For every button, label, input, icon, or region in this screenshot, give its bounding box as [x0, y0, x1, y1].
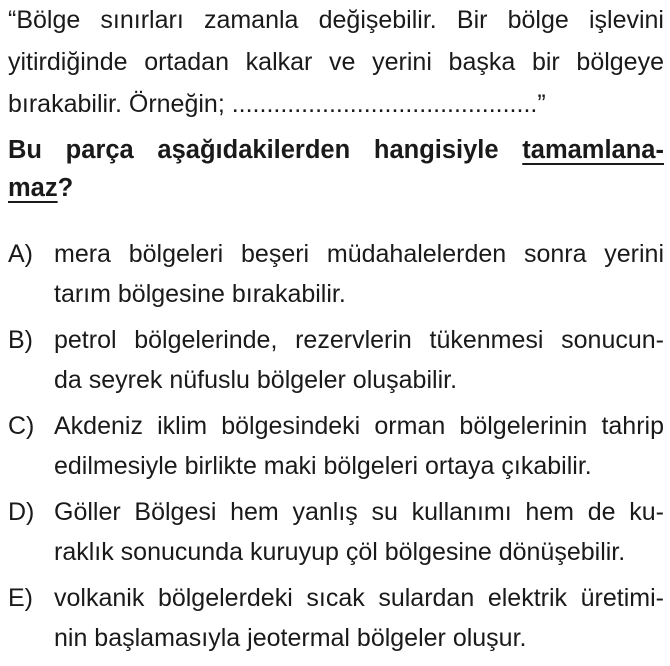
question-prompt-line-2 — [8, 170, 73, 206]
option-text-line-1: Akdeniz iklim bölgesindeki orman bölgelerinin tahrip — [54, 412, 664, 440]
option-text-line-1: petrol bölgelerinde, rezervlerin tükenmesi sonucun- — [54, 326, 664, 354]
question-prompt-text: Bu parça aşağıdakilerden hangisiyle — [8, 136, 523, 164]
option-letter: C) — [8, 412, 35, 440]
option-text-line-2: nin başlamasıyla jeotermal bölgeler oluşur. — [54, 624, 527, 652]
option-letter: B) — [8, 326, 33, 354]
option-text-line-2: edilmesiyle birlikte maki bölgeleri ortaya çıkabilir. — [54, 452, 592, 480]
question-prompt-emphasis: tamamlana- — [522, 136, 664, 164]
question-prompt-line-1 — [8, 132, 664, 168]
question-stem-line-2: yitirdiğinde ortadan kalkar ve yerini başka bir bölgeye — [8, 48, 664, 76]
question-stem-line-3: bırakabilir. Örneğin; ............................................” — [8, 90, 546, 118]
option-letter: D) — [8, 498, 35, 526]
option-text-line-1: mera bölgeleri beşeri müdahalelerden sonra yerini — [54, 240, 664, 268]
option-letter: A) — [8, 240, 33, 268]
option-text-line-1: Göller Bölgesi hem yanlış su kullanımı hem de ku- — [54, 498, 664, 526]
question-stem-line-1: “Bölge sınırları zamanla değişebilir. Bir bölge işlevini — [8, 6, 664, 34]
question-prompt-emphasis-continued: maz — [8, 174, 58, 202]
option-text-line-1: volkanik bölgelerdeki sıcak sulardan elektrik üretimi- — [54, 584, 664, 612]
option-text-line-2: raklık sonucunda kuruyup çöl bölgesine dönüşebilir. — [54, 538, 626, 566]
option-text-line-2: tarım bölgesine bırakabilir. — [54, 280, 346, 308]
question-mark: ? — [57, 174, 74, 202]
option-letter: E) — [8, 584, 33, 612]
option-text-line-2: da seyrek nüfuslu bölgeler oluşabilir. — [54, 366, 458, 394]
